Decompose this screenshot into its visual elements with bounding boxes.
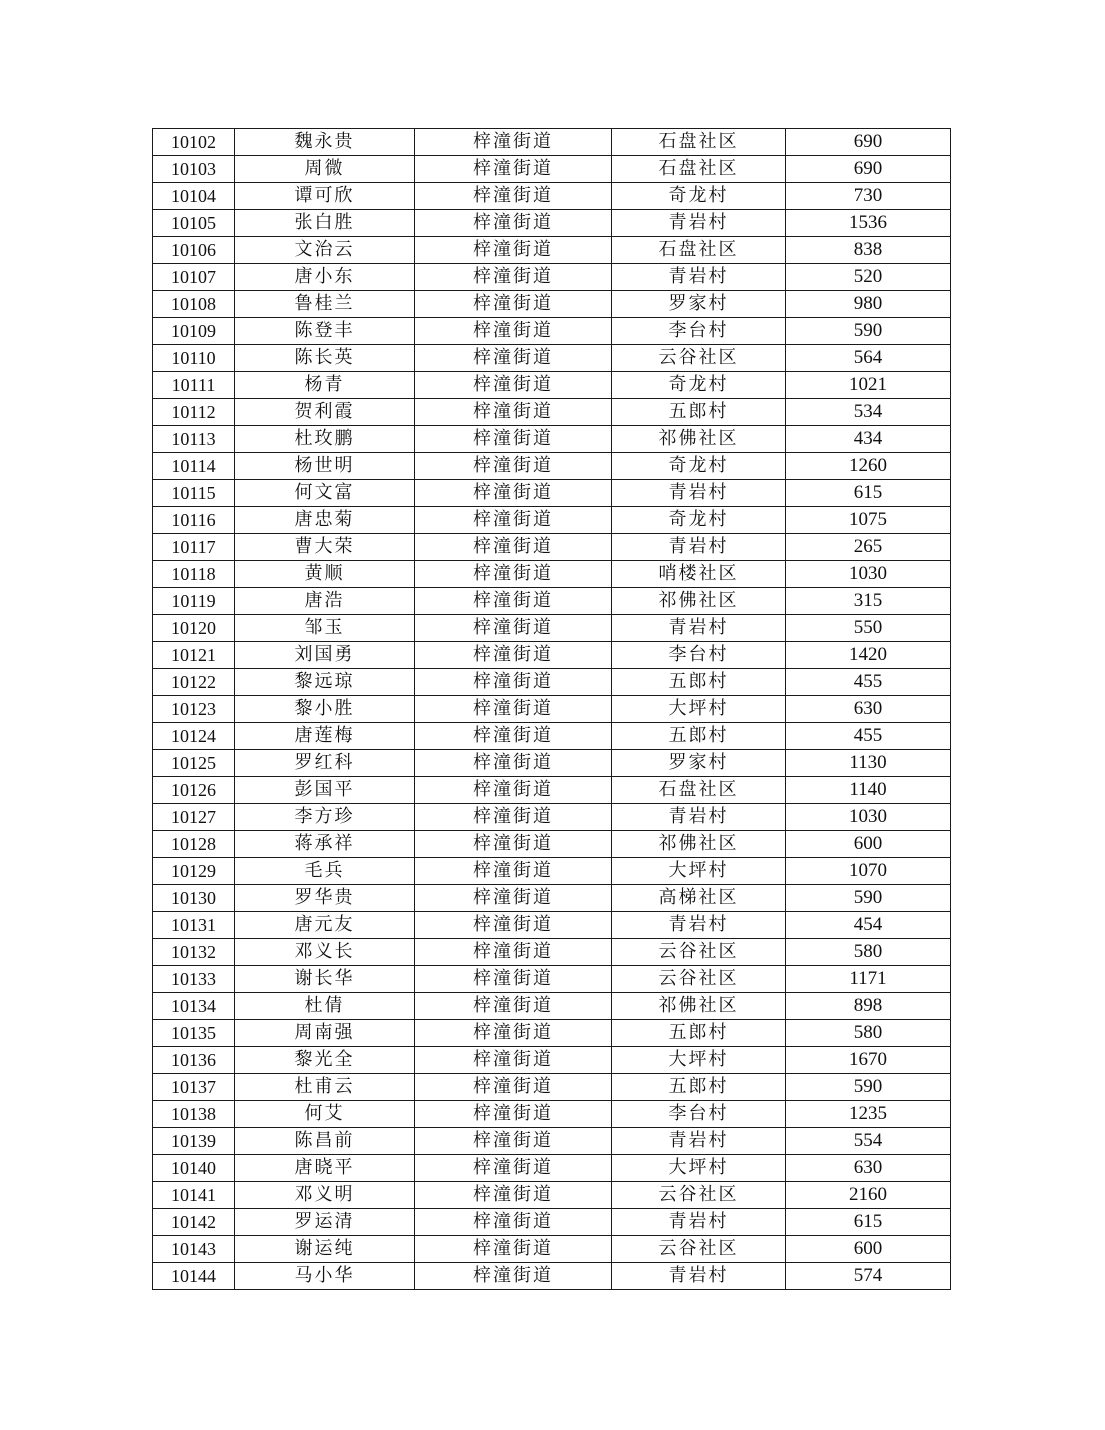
village-cell: 石盘社区	[612, 156, 786, 183]
name-cell: 周微	[235, 156, 415, 183]
village-cell: 大坪村	[612, 1155, 786, 1182]
payment-table	[152, 128, 951, 1290]
amount-cell: 615	[786, 1209, 951, 1236]
table-row	[153, 1182, 951, 1209]
amount-cell: 590	[786, 1074, 951, 1101]
street-cell: 梓潼街道	[415, 615, 612, 642]
name-cell: 黄顺	[235, 561, 415, 588]
street-cell: 梓潼街道	[415, 507, 612, 534]
village-cell: 大坪村	[612, 858, 786, 885]
street-cell: 梓潼街道	[415, 291, 612, 318]
name-cell: 谢运纯	[235, 1236, 415, 1263]
street-cell: 梓潼街道	[415, 1182, 612, 1209]
table-row	[153, 507, 951, 534]
village-cell: 青岩村	[612, 804, 786, 831]
table-row	[153, 804, 951, 831]
row-id-cell: 10133	[153, 966, 235, 993]
amount-cell: 1260	[786, 453, 951, 480]
village-cell: 云谷社区	[612, 939, 786, 966]
table-row	[153, 561, 951, 588]
row-id-cell: 10115	[153, 480, 235, 507]
village-cell: 云谷社区	[612, 1182, 786, 1209]
row-id-cell: 10125	[153, 750, 235, 777]
table-row	[153, 669, 951, 696]
table-row	[153, 345, 951, 372]
row-id-cell: 10124	[153, 723, 235, 750]
name-cell: 刘国勇	[235, 642, 415, 669]
row-id-cell: 10140	[153, 1155, 235, 1182]
name-cell: 何艾	[235, 1101, 415, 1128]
name-cell: 唐晓平	[235, 1155, 415, 1182]
name-cell: 鲁桂兰	[235, 291, 415, 318]
amount-cell: 615	[786, 480, 951, 507]
village-cell: 青岩村	[612, 210, 786, 237]
amount-cell: 1021	[786, 372, 951, 399]
village-cell: 罗家村	[612, 291, 786, 318]
amount-cell: 690	[786, 156, 951, 183]
name-cell: 唐小东	[235, 264, 415, 291]
row-id-cell: 10112	[153, 399, 235, 426]
row-id-cell: 10127	[153, 804, 235, 831]
amount-cell: 564	[786, 345, 951, 372]
table-row	[153, 858, 951, 885]
table-row	[153, 291, 951, 318]
name-cell: 邓义长	[235, 939, 415, 966]
street-cell: 梓潼街道	[415, 426, 612, 453]
village-cell: 奇龙村	[612, 183, 786, 210]
row-id-cell: 10143	[153, 1236, 235, 1263]
row-id-cell: 10132	[153, 939, 235, 966]
name-cell: 邹玉	[235, 615, 415, 642]
village-cell: 祁佛社区	[612, 831, 786, 858]
table-row	[153, 129, 951, 156]
village-cell: 青岩村	[612, 912, 786, 939]
amount-cell: 580	[786, 939, 951, 966]
row-id-cell: 10123	[153, 696, 235, 723]
name-cell: 唐浩	[235, 588, 415, 615]
row-id-cell: 10144	[153, 1263, 235, 1290]
amount-cell: 455	[786, 723, 951, 750]
amount-cell: 1075	[786, 507, 951, 534]
street-cell: 梓潼街道	[415, 1236, 612, 1263]
name-cell: 陈昌前	[235, 1128, 415, 1155]
street-cell: 梓潼街道	[415, 885, 612, 912]
table-row	[153, 1209, 951, 1236]
street-cell: 梓潼街道	[415, 372, 612, 399]
row-id-cell: 10105	[153, 210, 235, 237]
amount-cell: 580	[786, 1020, 951, 1047]
amount-cell: 550	[786, 615, 951, 642]
street-cell: 梓潼街道	[415, 534, 612, 561]
row-id-cell: 10118	[153, 561, 235, 588]
street-cell: 梓潼街道	[415, 1128, 612, 1155]
street-cell: 梓潼街道	[415, 993, 612, 1020]
name-cell: 唐元友	[235, 912, 415, 939]
street-cell: 梓潼街道	[415, 1101, 612, 1128]
table-row	[153, 777, 951, 804]
name-cell: 马小华	[235, 1263, 415, 1290]
amount-cell: 454	[786, 912, 951, 939]
street-cell: 梓潼街道	[415, 318, 612, 345]
name-cell: 曹大荣	[235, 534, 415, 561]
village-cell: 大坪村	[612, 1047, 786, 1074]
row-id-cell: 10104	[153, 183, 235, 210]
name-cell: 陈长英	[235, 345, 415, 372]
amount-cell: 434	[786, 426, 951, 453]
name-cell: 杨青	[235, 372, 415, 399]
village-cell: 李台村	[612, 318, 786, 345]
amount-cell: 1030	[786, 804, 951, 831]
name-cell: 文治云	[235, 237, 415, 264]
village-cell: 奇龙村	[612, 372, 786, 399]
amount-cell: 574	[786, 1263, 951, 1290]
name-cell: 唐忠菊	[235, 507, 415, 534]
amount-cell: 1420	[786, 642, 951, 669]
street-cell: 梓潼街道	[415, 264, 612, 291]
amount-cell: 1235	[786, 1101, 951, 1128]
name-cell: 邓义明	[235, 1182, 415, 1209]
amount-cell: 690	[786, 129, 951, 156]
row-id-cell: 10120	[153, 615, 235, 642]
table-row	[153, 615, 951, 642]
table-row	[153, 1101, 951, 1128]
village-cell: 李台村	[612, 642, 786, 669]
row-id-cell: 10106	[153, 237, 235, 264]
table-row	[153, 696, 951, 723]
amount-cell: 730	[786, 183, 951, 210]
name-cell: 杨世明	[235, 453, 415, 480]
name-cell: 彭国平	[235, 777, 415, 804]
table-row	[153, 723, 951, 750]
name-cell: 罗红科	[235, 750, 415, 777]
table-row	[153, 453, 951, 480]
name-cell: 周南强	[235, 1020, 415, 1047]
row-id-cell: 10131	[153, 912, 235, 939]
village-cell: 五郎村	[612, 723, 786, 750]
village-cell: 云谷社区	[612, 345, 786, 372]
table-row	[153, 426, 951, 453]
amount-cell: 898	[786, 993, 951, 1020]
name-cell: 毛兵	[235, 858, 415, 885]
row-id-cell: 10117	[153, 534, 235, 561]
village-cell: 大坪村	[612, 696, 786, 723]
street-cell: 梓潼街道	[415, 1155, 612, 1182]
street-cell: 梓潼街道	[415, 1209, 612, 1236]
row-id-cell: 10121	[153, 642, 235, 669]
village-cell: 五郎村	[612, 1074, 786, 1101]
table-row	[153, 318, 951, 345]
street-cell: 梓潼街道	[415, 1020, 612, 1047]
row-id-cell: 10108	[153, 291, 235, 318]
table-row	[153, 237, 951, 264]
amount-cell: 980	[786, 291, 951, 318]
name-cell: 魏永贵	[235, 129, 415, 156]
amount-cell: 265	[786, 534, 951, 561]
village-cell: 云谷社区	[612, 1236, 786, 1263]
street-cell: 梓潼街道	[415, 750, 612, 777]
village-cell: 五郎村	[612, 399, 786, 426]
amount-cell: 315	[786, 588, 951, 615]
row-id-cell: 10138	[153, 1101, 235, 1128]
name-cell: 黎远琼	[235, 669, 415, 696]
village-cell: 石盘社区	[612, 777, 786, 804]
name-cell: 杜甫云	[235, 1074, 415, 1101]
name-cell: 杜玫鹏	[235, 426, 415, 453]
name-cell: 蒋承祥	[235, 831, 415, 858]
village-cell: 云谷社区	[612, 966, 786, 993]
table-row	[153, 1020, 951, 1047]
table-row	[153, 210, 951, 237]
amount-cell: 554	[786, 1128, 951, 1155]
amount-cell: 1070	[786, 858, 951, 885]
street-cell: 梓潼街道	[415, 1074, 612, 1101]
row-id-cell: 10102	[153, 129, 235, 156]
table-row	[153, 399, 951, 426]
amount-cell: 600	[786, 831, 951, 858]
street-cell: 梓潼街道	[415, 453, 612, 480]
amount-cell: 630	[786, 696, 951, 723]
name-cell: 杜倩	[235, 993, 415, 1020]
street-cell: 梓潼街道	[415, 804, 612, 831]
row-id-cell: 10122	[153, 669, 235, 696]
row-id-cell: 10110	[153, 345, 235, 372]
table-row	[153, 1047, 951, 1074]
name-cell: 罗华贵	[235, 885, 415, 912]
row-id-cell: 10139	[153, 1128, 235, 1155]
street-cell: 梓潼街道	[415, 1263, 612, 1290]
village-cell: 祁佛社区	[612, 588, 786, 615]
row-id-cell: 10134	[153, 993, 235, 1020]
street-cell: 梓潼街道	[415, 723, 612, 750]
row-id-cell: 10119	[153, 588, 235, 615]
row-id-cell: 10116	[153, 507, 235, 534]
village-cell: 高梯社区	[612, 885, 786, 912]
street-cell: 梓潼街道	[415, 777, 612, 804]
street-cell: 梓潼街道	[415, 129, 612, 156]
amount-cell: 838	[786, 237, 951, 264]
amount-cell: 600	[786, 1236, 951, 1263]
street-cell: 梓潼街道	[415, 1047, 612, 1074]
street-cell: 梓潼街道	[415, 588, 612, 615]
village-cell: 石盘社区	[612, 237, 786, 264]
street-cell: 梓潼街道	[415, 939, 612, 966]
name-cell: 李方珍	[235, 804, 415, 831]
table-row	[153, 1155, 951, 1182]
table-row	[153, 156, 951, 183]
row-id-cell: 10109	[153, 318, 235, 345]
street-cell: 梓潼街道	[415, 831, 612, 858]
name-cell: 黎小胜	[235, 696, 415, 723]
village-cell: 青岩村	[612, 615, 786, 642]
table-body	[153, 129, 951, 1290]
village-cell: 石盘社区	[612, 129, 786, 156]
name-cell: 罗运清	[235, 1209, 415, 1236]
table-row	[153, 993, 951, 1020]
street-cell: 梓潼街道	[415, 156, 612, 183]
row-id-cell: 10107	[153, 264, 235, 291]
street-cell: 梓潼街道	[415, 696, 612, 723]
name-cell: 谭可欣	[235, 183, 415, 210]
name-cell: 黎光全	[235, 1047, 415, 1074]
row-id-cell: 10114	[153, 453, 235, 480]
amount-cell: 590	[786, 318, 951, 345]
table-row	[153, 183, 951, 210]
row-id-cell: 10130	[153, 885, 235, 912]
table-row	[153, 1236, 951, 1263]
table-row	[153, 1074, 951, 1101]
street-cell: 梓潼街道	[415, 561, 612, 588]
row-id-cell: 10135	[153, 1020, 235, 1047]
name-cell: 何文富	[235, 480, 415, 507]
village-cell: 哨楼社区	[612, 561, 786, 588]
table-row	[153, 885, 951, 912]
village-cell: 奇龙村	[612, 507, 786, 534]
street-cell: 梓潼街道	[415, 669, 612, 696]
village-cell: 青岩村	[612, 1128, 786, 1155]
amount-cell: 590	[786, 885, 951, 912]
row-id-cell: 10142	[153, 1209, 235, 1236]
name-cell: 贺利霞	[235, 399, 415, 426]
amount-cell: 2160	[786, 1182, 951, 1209]
row-id-cell: 10113	[153, 426, 235, 453]
name-cell: 谢长华	[235, 966, 415, 993]
row-id-cell: 10103	[153, 156, 235, 183]
table-row	[153, 912, 951, 939]
street-cell: 梓潼街道	[415, 183, 612, 210]
table-row	[153, 372, 951, 399]
table-row	[153, 534, 951, 561]
row-id-cell: 10126	[153, 777, 235, 804]
village-cell: 青岩村	[612, 480, 786, 507]
table-row	[153, 480, 951, 507]
amount-cell: 630	[786, 1155, 951, 1182]
village-cell: 奇龙村	[612, 453, 786, 480]
row-id-cell: 10136	[153, 1047, 235, 1074]
table-row	[153, 1263, 951, 1290]
row-id-cell: 10111	[153, 372, 235, 399]
amount-cell: 534	[786, 399, 951, 426]
table-row	[153, 831, 951, 858]
amount-cell: 1140	[786, 777, 951, 804]
street-cell: 梓潼街道	[415, 237, 612, 264]
village-cell: 五郎村	[612, 669, 786, 696]
table-row	[153, 1128, 951, 1155]
table-row	[153, 264, 951, 291]
name-cell: 张白胜	[235, 210, 415, 237]
row-id-cell: 10129	[153, 858, 235, 885]
street-cell: 梓潼街道	[415, 480, 612, 507]
table-row	[153, 642, 951, 669]
village-cell: 青岩村	[612, 1209, 786, 1236]
village-cell: 青岩村	[612, 1263, 786, 1290]
amount-cell: 1536	[786, 210, 951, 237]
village-cell: 罗家村	[612, 750, 786, 777]
amount-cell: 520	[786, 264, 951, 291]
row-id-cell: 10128	[153, 831, 235, 858]
amount-cell: 1130	[786, 750, 951, 777]
street-cell: 梓潼街道	[415, 210, 612, 237]
table-row	[153, 966, 951, 993]
village-cell: 五郎村	[612, 1020, 786, 1047]
street-cell: 梓潼街道	[415, 966, 612, 993]
amount-cell: 455	[786, 669, 951, 696]
village-cell: 祁佛社区	[612, 993, 786, 1020]
village-cell: 青岩村	[612, 534, 786, 561]
village-cell: 青岩村	[612, 264, 786, 291]
amount-cell: 1030	[786, 561, 951, 588]
table-row	[153, 939, 951, 966]
row-id-cell: 10141	[153, 1182, 235, 1209]
table-row	[153, 588, 951, 615]
table-row	[153, 750, 951, 777]
name-cell: 陈登丰	[235, 318, 415, 345]
name-cell: 唐莲梅	[235, 723, 415, 750]
village-cell: 李台村	[612, 1101, 786, 1128]
street-cell: 梓潼街道	[415, 912, 612, 939]
street-cell: 梓潼街道	[415, 642, 612, 669]
street-cell: 梓潼街道	[415, 858, 612, 885]
amount-cell: 1670	[786, 1047, 951, 1074]
amount-cell: 1171	[786, 966, 951, 993]
street-cell: 梓潼街道	[415, 399, 612, 426]
row-id-cell: 10137	[153, 1074, 235, 1101]
village-cell: 祁佛社区	[612, 426, 786, 453]
street-cell: 梓潼街道	[415, 345, 612, 372]
